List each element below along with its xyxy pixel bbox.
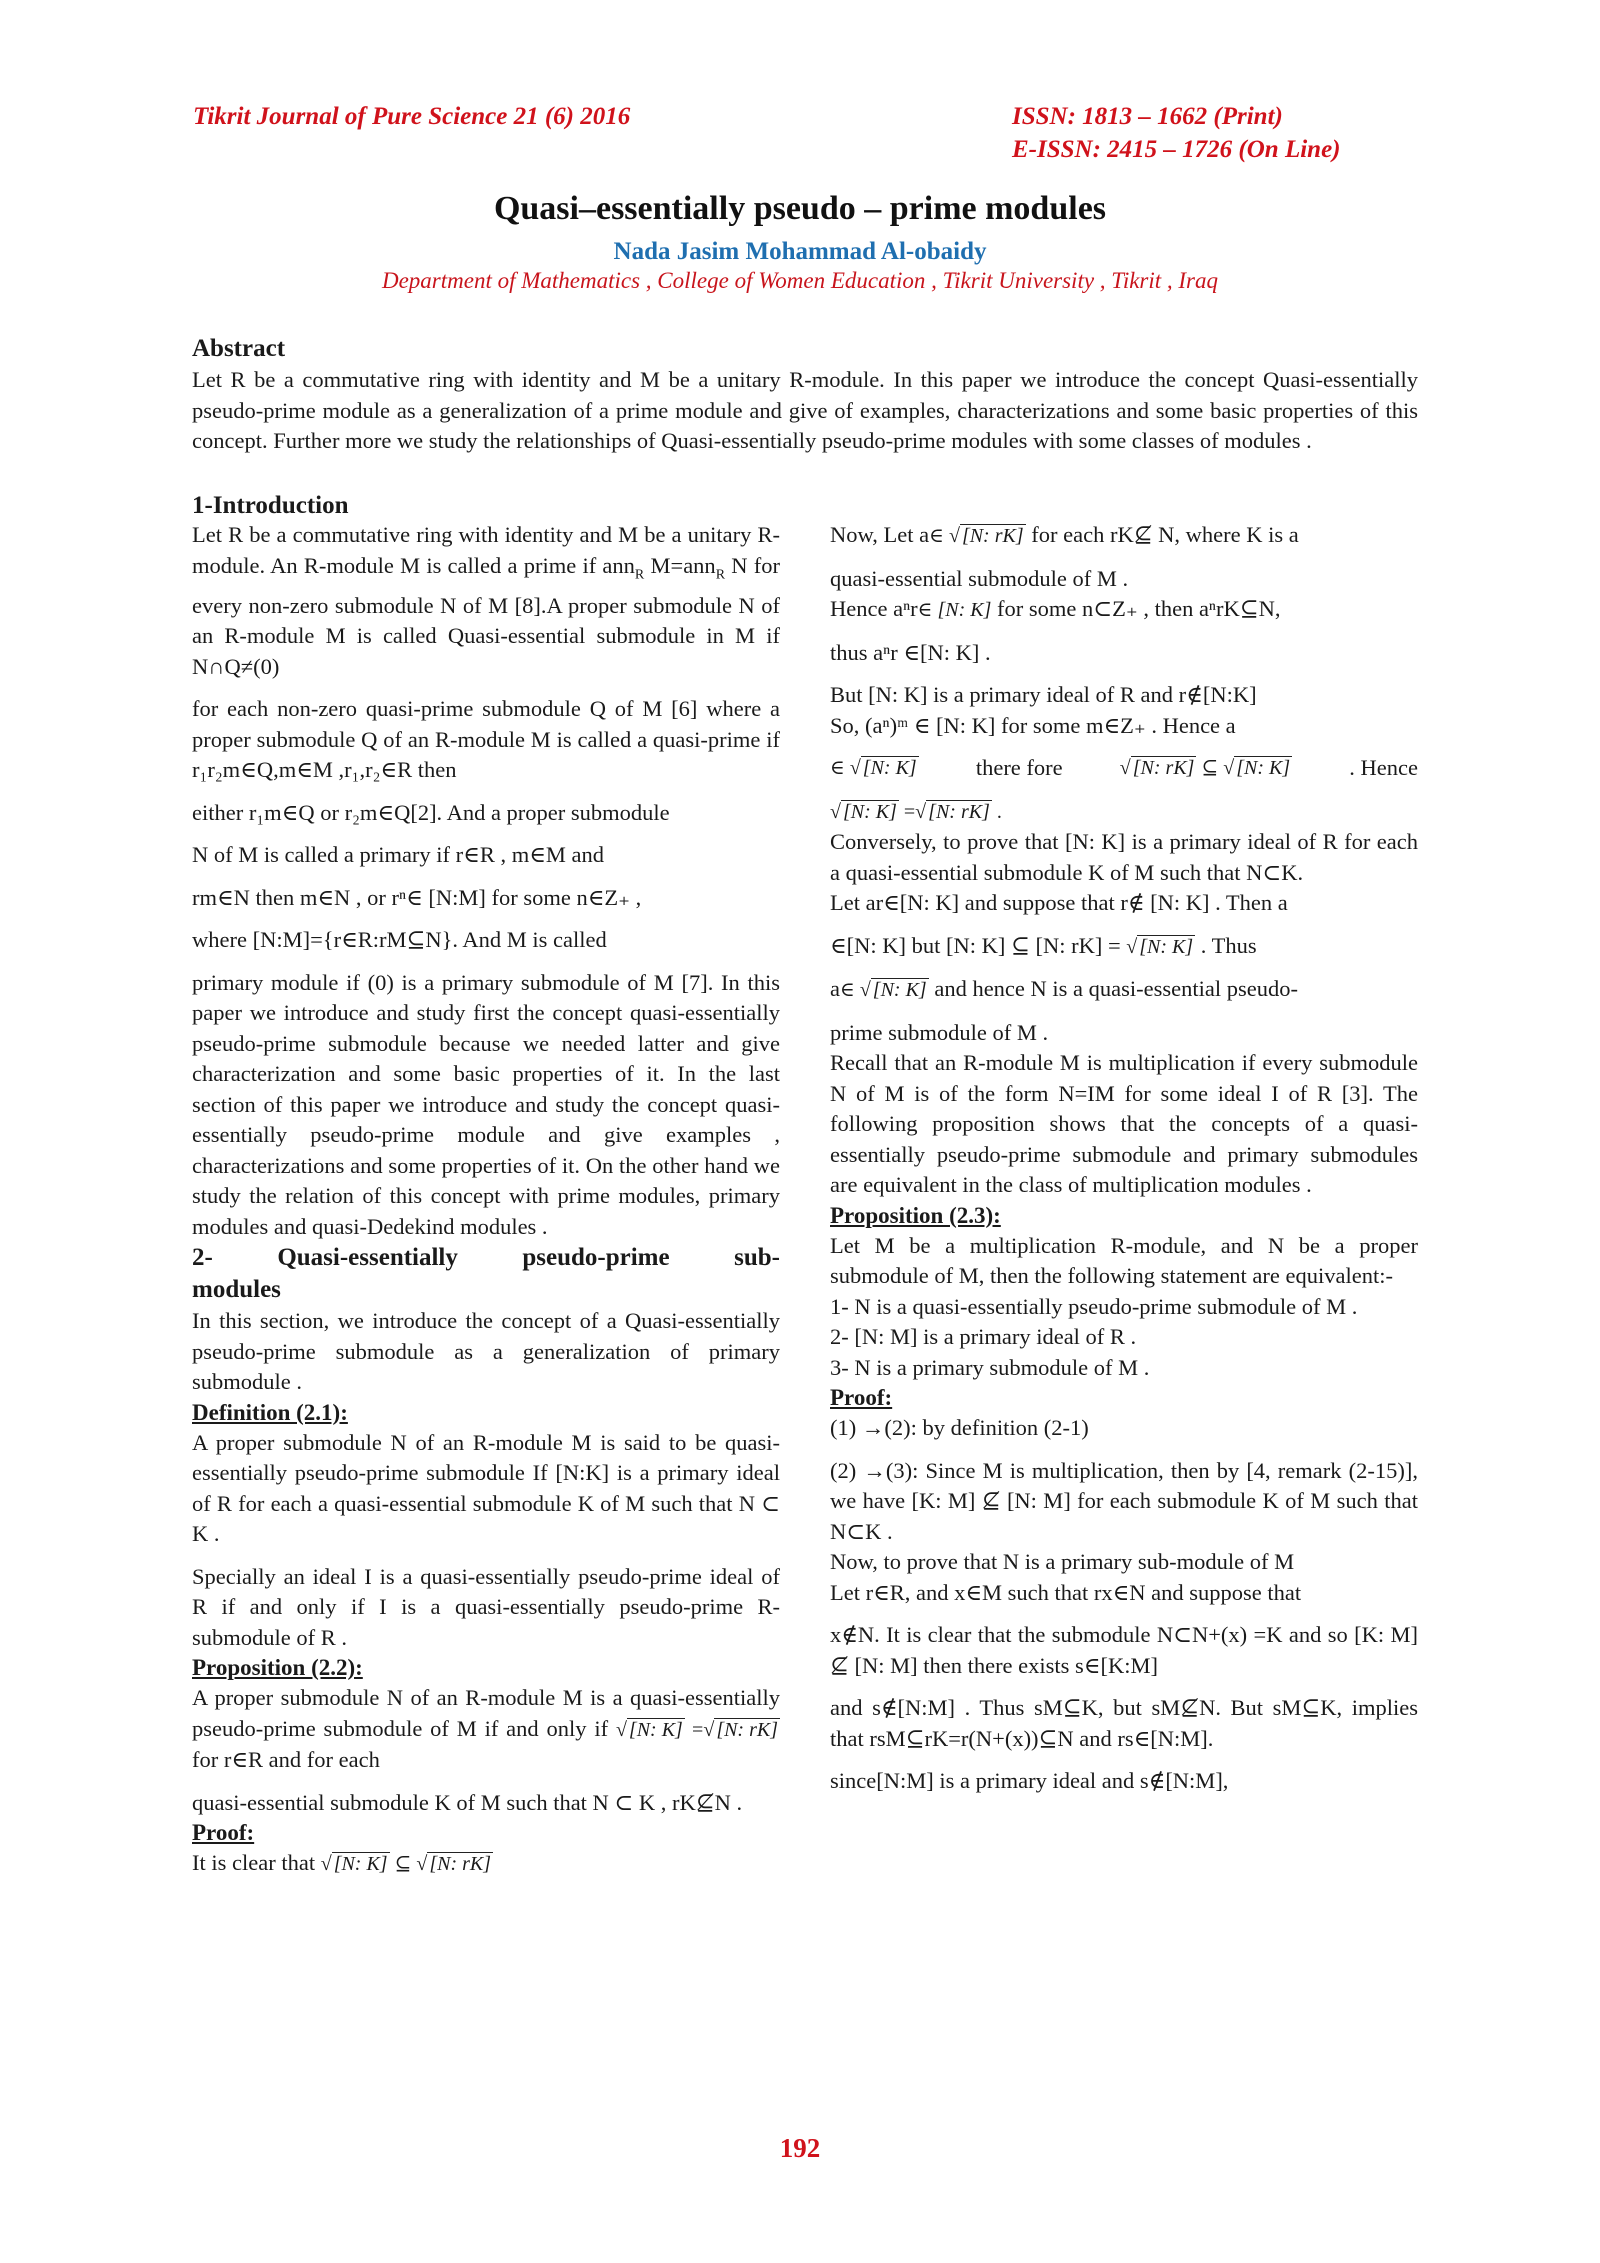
proof-line-4: thus aⁿr ∈[N: K] . [830, 639, 991, 665]
paper-affiliation: Department of Mathematics , College of Women Education , Tikrit University , Tikrit , Iraq [381, 268, 1219, 293]
section-2-intro: In this section, we introduce the concept of a Quasi-essentially pseudo-prime submodule as a generalization of primary submodule . [192, 1308, 780, 1394]
recall-paragraph: Recall that an R-module M is multiplication if every submodule N of M is of the form N=IM for some ideal I of R [3]. The following proposition shows that the concepts of a quasi-essentially pseudo-prime submodule and primary submodules are equivalent in the class of multiplication modules . [830, 1050, 1418, 1197]
proof-line-5: But [N: K] is a primary ideal of R and r∉[N:K] [830, 682, 1257, 707]
issn-online: E-ISSN: 2415 – 1726 (On Line) [1012, 136, 1341, 163]
converse-line-4: a∈ √ [N: K] and hence N is a quasi-essential pseudo- [830, 976, 1298, 1001]
proposition-2-3-item-1: 1- N is a quasi-essentially pseudo-prime submodule of M . [830, 1293, 1358, 1319]
intro-paragraph-7: primary module if (0) is a primary submodule of M [7]. In this paper we introduce and study first the concept quasi-essentially pseudo-prime submodule because we needed latter and give characterization and some basic properties of it. In the last section of this paper we introduce and study the concept quasi-essentially pseudo-prime module and give examples , characterizations and some properties of it. On the other hand we study the relation of this concept with prime modules, primary modules and quasi-Dedekind modules . [192, 969, 780, 1239]
proof-2-3-line-1: (1) →(2): by definition (2-1) [830, 1415, 1089, 1440]
proof-2-3-line-7: since[N:M] is a primary ideal and s∉[N:M], [830, 1768, 1229, 1793]
intro-paragraph-2: for each non-zero quasi-prime submodule Q of M [6] where a proper submodule Q of an R-module M is called a quasi-prime if r₁r₂m∈Q,m∈M ,r₁,r₂∈R then [192, 696, 780, 782]
section-2-heading-line2: modules [192, 1276, 281, 1303]
intro-paragraph-1: Let R be a commutative ring with identity and M be a unitary R-module. An R-module M is called a prime if ann$_R$ M=ann$_R$ N for every non-zero submodule N of M [8].A proper submodule N of an R-module M is called Quasi-essential submodule in M if N∩Q≠(0) [192, 522, 780, 679]
converse-line-5: prime submodule of M . [830, 1019, 1049, 1045]
proof-line-7: ∈ √ [N: K] there fore √ [N: rK] ⊆ √ [N: K] . Hence [830, 755, 1418, 780]
proof-2-3-heading: Proof: [830, 1385, 893, 1410]
left-column [192, 520, 780, 1880]
paper-author: Nada Jasim Mohammad Al-obaidy [613, 238, 987, 265]
intro-heading: 1-Introduction [192, 492, 349, 519]
issn-print: ISSN: 1813 – 1662 (Print) [1012, 103, 1283, 130]
radical-inclusion: √ [N: K] ⊆ √ [N: rK] [320, 1853, 492, 1875]
proof-line-2: quasi-essential submodule of M . [830, 565, 1129, 591]
proposition-2-2-text: A proper submodule N of an R-module M is a quasi-essentially pseudo-prime submodule of M if and only if √ [N: K] =√ [N: rK] for r∈R and for each [192, 1685, 780, 1772]
proof-line-1: Now, Let a∈ √ [N: rK] for each rK⊈ N, where K is a [830, 522, 1299, 547]
definition-2-1-text: A proper submodule N of an R-module M is said to be quasi-essentially pseudo-prime submodule If [N:K] is a primary ideal of R for each a quasi-essential submodule K of M such that N ⊂ K . [192, 1429, 780, 1546]
proposition-2-2-heading: Proposition (2.2): [192, 1655, 363, 1680]
proof-2-3-line-3: Now, to prove that N is a primary sub-module of M [830, 1549, 1295, 1574]
proof-2-3-line-5: x∉N. It is clear that the submodule N⊂N+(x) =K and so [K: M] ⊈ [N: M] then there exists s∈[K:M] [830, 1622, 1418, 1678]
proposition-2-3-heading: Proposition (2.3): [830, 1202, 1001, 1228]
definition-2-1-note: Specially an ideal I is a quasi-essentially pseudo-prime ideal of R if and only if I is a quasi-essentially pseudo-prime R-submodule of R . [192, 1563, 780, 1650]
issn-block [1012, 100, 1341, 166]
converse-line-3: ∈[N: K] but [N: K] ⊆ [N: rK] = √ [N: K] . Thus [830, 932, 1257, 958]
abstract-text: Let R be a commutative ring with identity and M be a unitary R-module. In this paper we introduce the concept Quasi-essentially pseudo-prime module as a generalization of a prime module and give of examples, characterizations and some basic properties of this concept. Further more we study the relationships of Quasi-essentially pseudo-prime modules with some classes of modules . [192, 367, 1418, 453]
proof-line-6: So, (aⁿ)ᵐ ∈ [N: K] for some m∈Z₊ . Hence a [830, 712, 1236, 738]
intro-paragraph-5: rm∈N then m∈N , or rⁿ∈ [N:M] for some n∈Z₊ , [192, 884, 642, 910]
proposition-2-3-item-2: 2- [N: M] is a primary ideal of R . [830, 1324, 1137, 1349]
abstract-heading: Abstract [192, 335, 286, 362]
proof-2-3-line-2: (2) →(3): Since M is multiplication, then by [4, remark (2-15)], we have [K: M] ⊈ [N: M] for each submodule K of M such that N⊂K . [830, 1457, 1418, 1544]
abstract [192, 333, 1418, 457]
intro-paragraph-6: where [N:M]={r∈R:rM⊆N}. And M is called [192, 927, 607, 952]
proof-text: It is clear that √ [N: K] ⊆ √ [N: rK] [192, 1850, 492, 1875]
intro-paragraph-4: N of M is called a primary if r∈R , m∈M and [192, 842, 604, 867]
right-column [830, 520, 1418, 1797]
proof-heading: Proof: [192, 1820, 255, 1845]
proof-2-3-line-4: Let r∈R, and x∈M such that rx∈N and suppose that [830, 1579, 1302, 1605]
definition-2-1-heading: Definition (2.1): [192, 1399, 348, 1425]
intro-paragraph-3: either r₁m∈Q or r₂m∈Q[2]. And a proper submodule [192, 799, 670, 825]
proof-2-3-line-6: and s∉[N:M] . Thus sM⊆K, but sM⊈N. But sM⊆K, implies that rsM⊆rK=r(N+(x))⊆N and rs∈[N:M]. [830, 1695, 1418, 1751]
proof-line-8: √ [N: K] =√ [N: rK] . [830, 800, 1002, 823]
proof-line-3: Hence aⁿr∈ [N: K] for some n⊂Z₊ , then aⁿrK⊆N, [830, 596, 1281, 621]
proposition-2-3-text: Let M be a multiplication R-module, and N be a proper submodule of M, then the following statement are equivalent:- [830, 1232, 1418, 1288]
journal-name: Tikrit Journal of Pure Science 21 (6) 2016 [193, 103, 631, 130]
radical-expression: √ [N: K] =√ [N: rK] [615, 1718, 779, 1741]
converse-paragraph: Conversely, to prove that [N: K] is a primary ideal of R for each a quasi-essential submodule K of M such that N⊂K. [830, 829, 1418, 885]
converse-line-2: Let ar∈[N: K] and suppose that r∉ [N: K] . Then a [830, 890, 1288, 915]
page-number: 192 [779, 2133, 821, 2163]
proposition-2-3-item-3: 3- N is a primary submodule of M . [830, 1354, 1150, 1380]
proposition-2-2-text-2: quasi-essential submodule K of M such that N ⊂ K , rK⊈N . [192, 1789, 743, 1815]
paper-title: Quasi–essentially pseudo – prime modules [493, 190, 1107, 227]
section-2-heading: 2- Quasi-essentially pseudo-prime sub- [192, 1244, 780, 1271]
